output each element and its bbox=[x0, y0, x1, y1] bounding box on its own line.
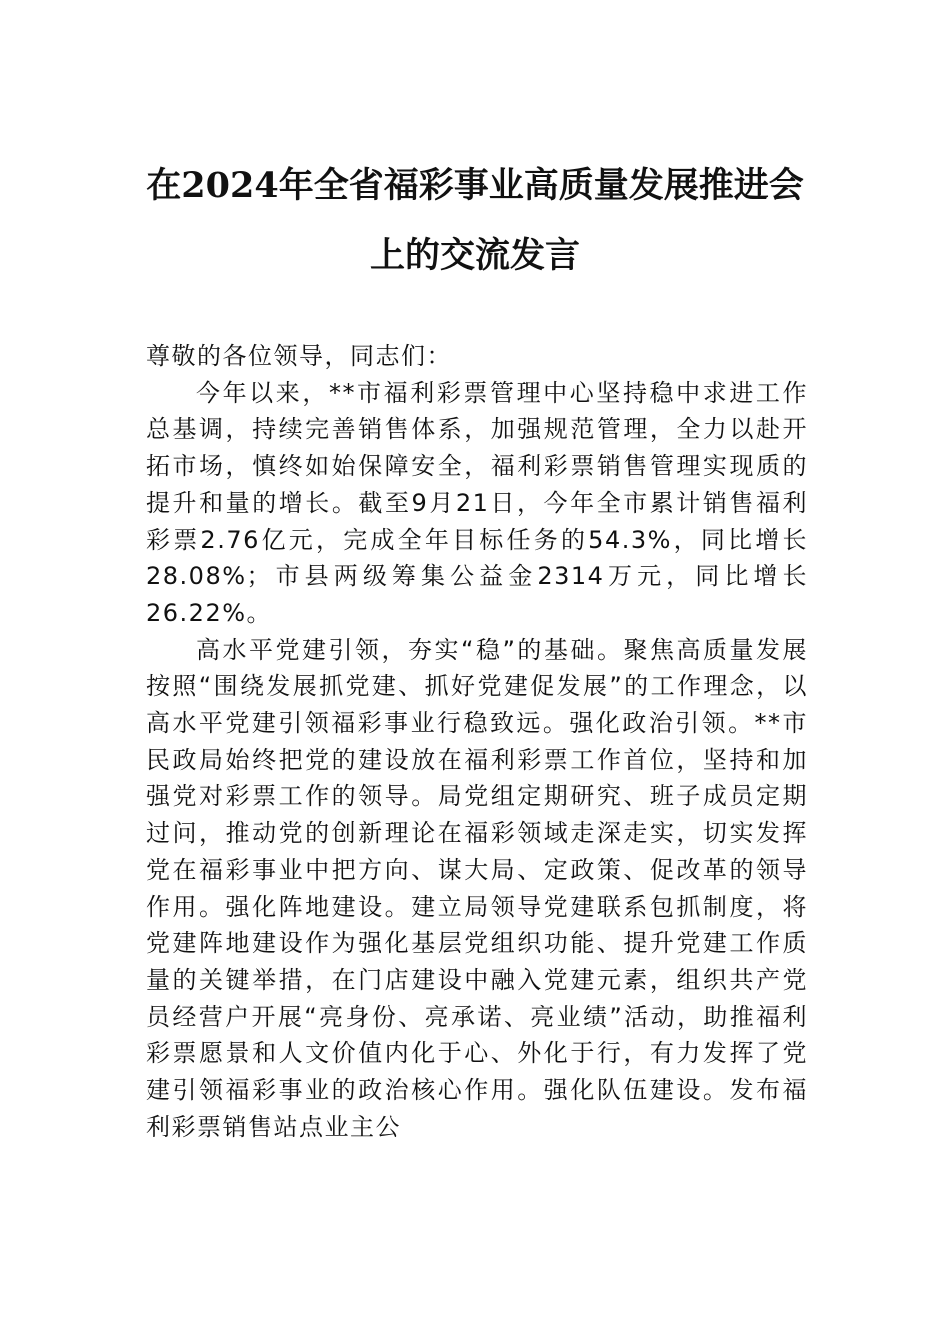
paragraph: 高水平党建引领，夯实“稳”的基础。聚焦高质量发展按照“围绕发展抓党建、抓好党建促发展”的工作理念，以高水平党建引领福彩事业行稳致远。强化政治引领。**市民政局始终把党的建设放在福利彩票工作首位，坚持和加强党对彩票工作的领导。局党组定期研究、班子成员定期过问，推动党的创新理论在福彩领域走深走实，切实发挥党在福彩事业中把方向、谋大局、定政策、促改革的领导作用。强化阵地建设。建立局领导党建联系包抓制度，将党建阵地建设作为强化基层党组织功能、提升党建工作质量的关键举措，在门店建设中融入党建元素，组织共产党员经营户开展“亮身份、亮承诺、亮业绩”活动，助推福利彩票愿景和人文价值内化于心、外化于行，有力发挥了党建引领福彩事业的政治核心作用。强化队伍建设。发布福利彩票销售站点业主公 bbox=[146, 635, 808, 1141]
document-body bbox=[146, 338, 808, 1145]
document-title-line-2: 上的交流发言 bbox=[369, 235, 580, 276]
paragraph: 今年以来，**市福利彩票管理中心坚持稳中求进工作总基调，持续完善销售体系，加强规范管理，全力以赴开拓市场，慎终如始保障安全，福利彩票销售管理实现质的提升和量的增长。截至9月21日，今年全市累计销售福利彩票2.76亿元，完成全年目标任务的54.3%，同比增长28.08%；市县两级筹集公益金2314万元，同比增长26.22%。 bbox=[146, 378, 808, 627]
salutation: 尊敬的各位领导，同志们： bbox=[146, 342, 452, 370]
document-title-line-1: 在2024年全省福彩事业高质量发展推进会 bbox=[146, 165, 804, 206]
